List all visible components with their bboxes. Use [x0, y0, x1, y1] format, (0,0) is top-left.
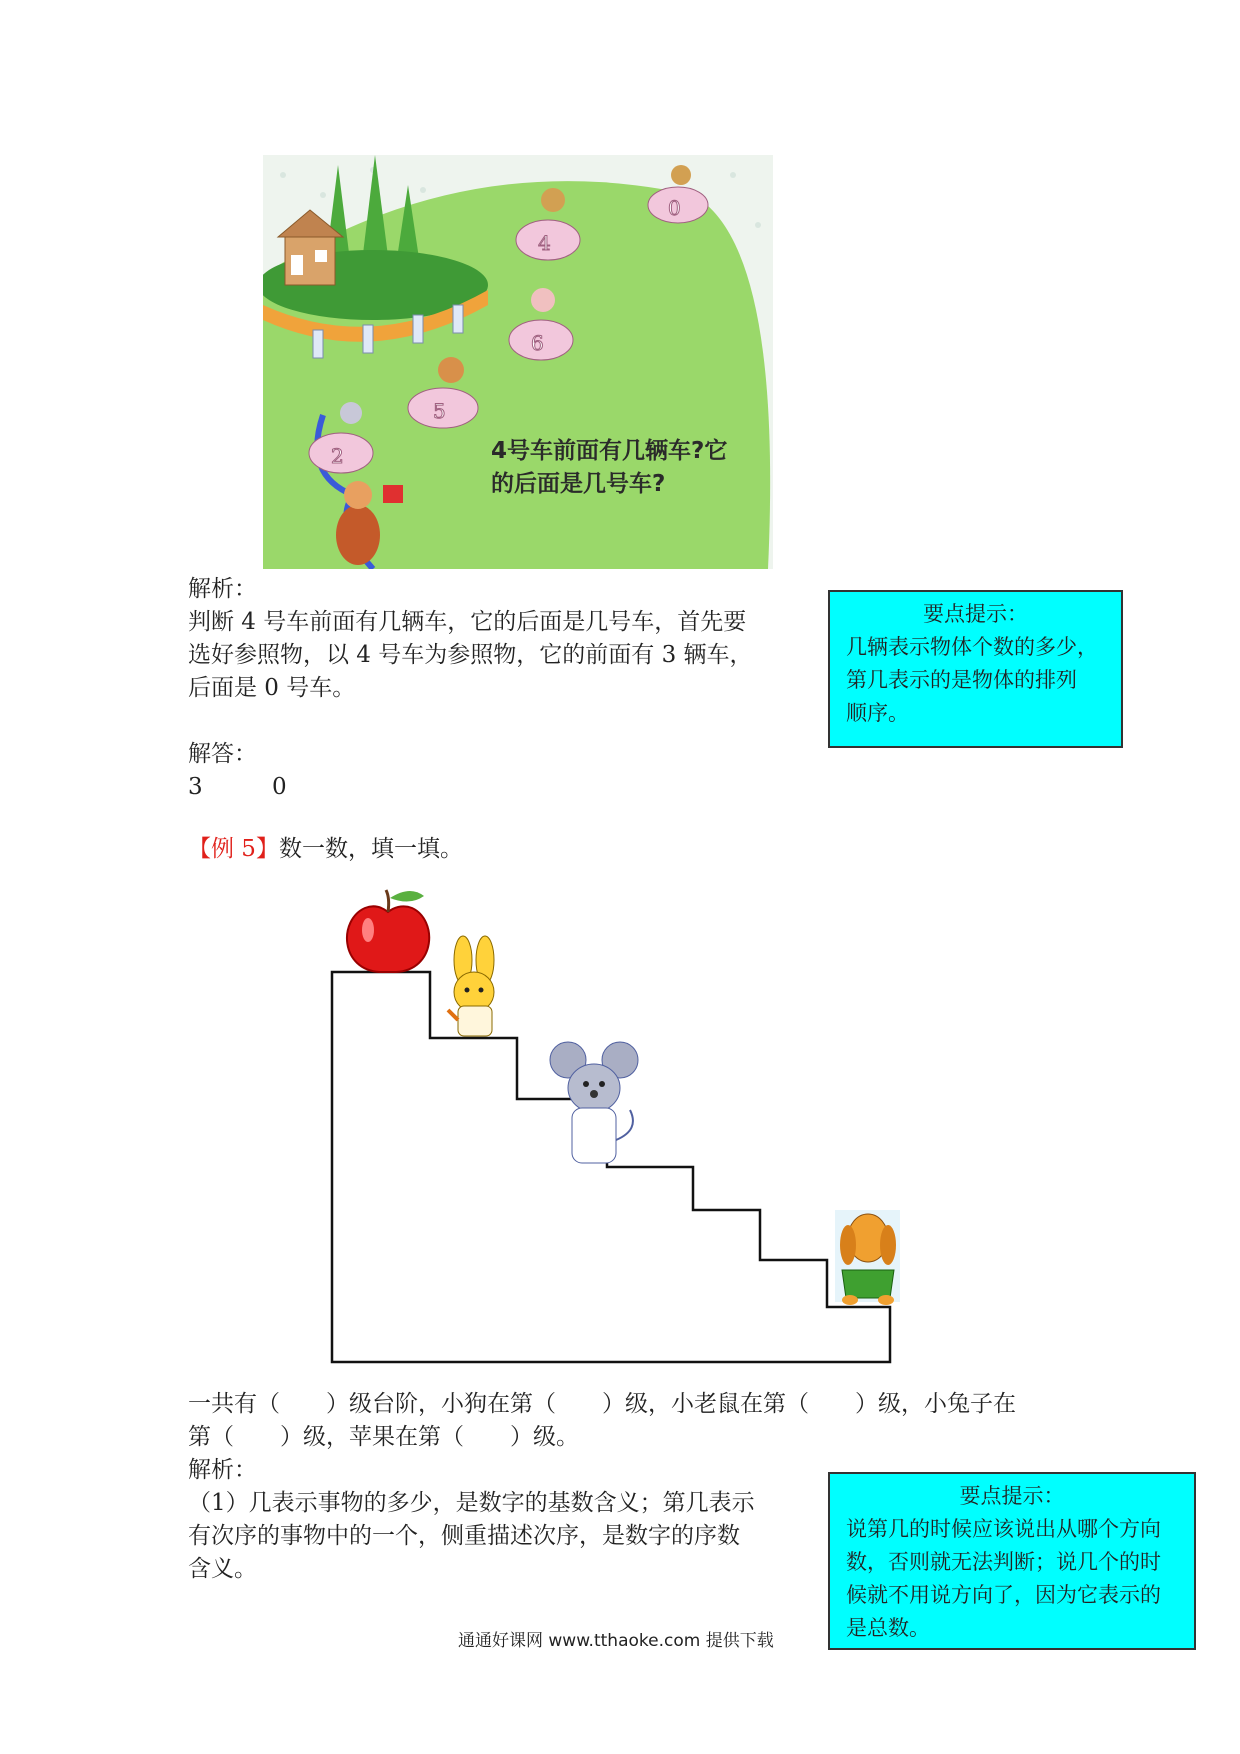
tip-line: 几辆表示物体个数的多少， — [846, 635, 1098, 659]
footer-credit: 通通好课网 www.tthaoke.com 提供下载 — [458, 1631, 774, 1651]
analysis-line: 后面是 0 号车。 — [188, 675, 356, 701]
answer-value: 0 — [272, 774, 287, 800]
tip-title: 要点提示： — [959, 1484, 1065, 1508]
car-number: 4 — [538, 231, 551, 255]
analysis-line: 选好参照物，以 4 号车为参照物，它的前面有 3 辆车， — [188, 642, 753, 668]
question-line: 第（ ）级，苹果在第（ ）级。 — [188, 1424, 579, 1450]
staircase-illustration — [320, 880, 920, 1365]
analysis-heading: 解析： — [188, 576, 257, 602]
cars-scene-illustration — [263, 155, 773, 569]
scene-question-line-1: 4号车前面有几辆车?它 — [491, 438, 728, 464]
analysis-line: 有次序的事物中的一个，侧重描述次序，是数字的序数 — [188, 1523, 740, 1549]
example-label: 【例 5】 — [188, 836, 279, 862]
car-number: 5 — [433, 399, 446, 423]
example-heading — [188, 833, 463, 866]
tip-line: 顺序。 — [846, 701, 909, 725]
answer-value: 3 — [188, 774, 203, 800]
tip-line: 数，否则就无法判断；说几个的时 — [846, 1550, 1161, 1574]
tip-line: 说第几的时候应该说出从哪个方向 — [846, 1517, 1161, 1541]
apple-icon — [347, 890, 429, 972]
scene-question-line-2: 的后面是几号车? — [491, 471, 666, 497]
rabbit-icon — [448, 936, 494, 1036]
answer-heading: 解答： — [188, 741, 257, 767]
tip-box — [828, 1472, 1196, 1650]
tip-line: 第几表示的是物体的排列 — [846, 668, 1077, 692]
tip-title: 要点提示： — [923, 602, 1028, 626]
car-number: 6 — [531, 331, 544, 355]
question-line: 一共有（ ）级台阶，小狗在第（ ）级，小老鼠在第（ ）级，小兔子在 — [188, 1391, 1016, 1417]
tip-line: 候就不用说方向了，因为它表示的 — [846, 1583, 1161, 1607]
tip-box — [828, 590, 1123, 748]
analysis-line: 判断 4 号车前面有几辆车，它的后面是几号车，首先要 — [188, 609, 747, 635]
analysis-heading: 解析： — [188, 1457, 257, 1483]
tip-line: 是总数。 — [846, 1616, 930, 1640]
dog-icon — [835, 1210, 900, 1305]
example-prompt: 数一数，填一填。 — [278, 836, 463, 862]
analysis-line: （1）几表示事物的多少，是数字的基数含义；第几表示 — [188, 1490, 755, 1516]
analysis-line: 含义。 — [188, 1556, 257, 1582]
car-number: 2 — [331, 444, 344, 468]
car-number: 0 — [668, 196, 681, 220]
